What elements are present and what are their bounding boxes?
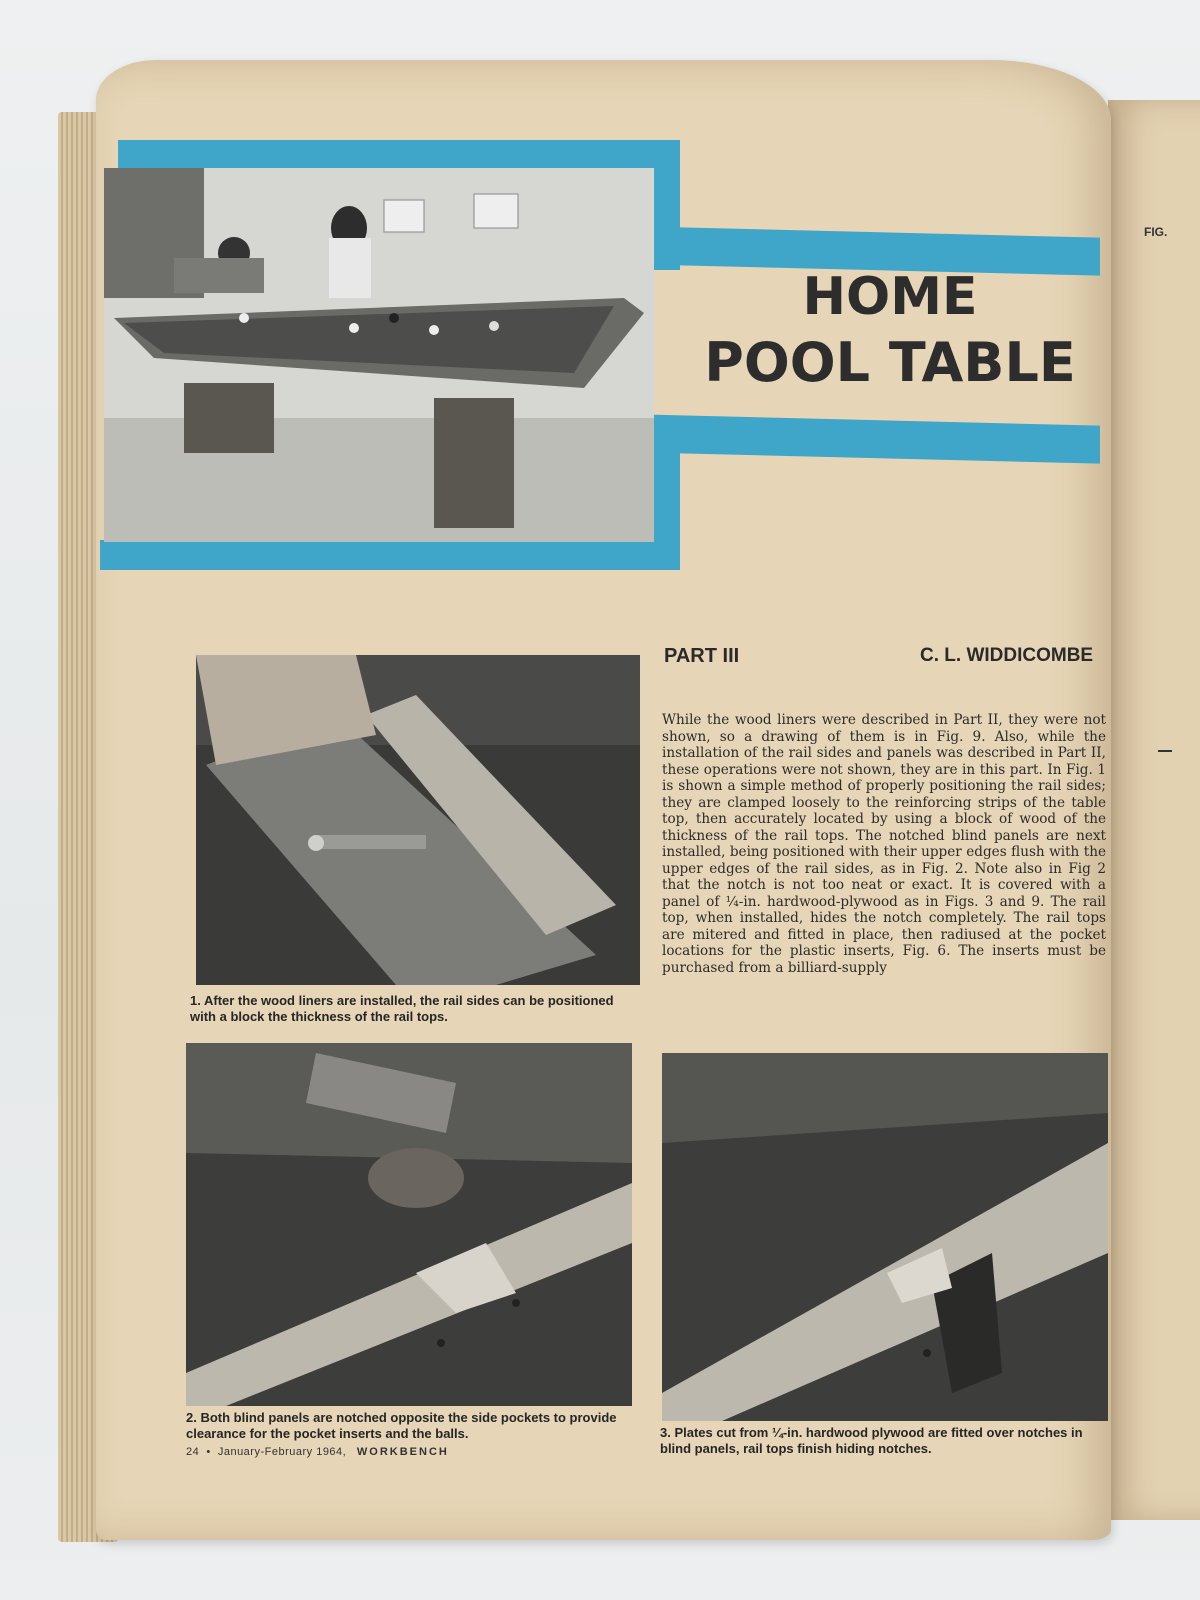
next-page-fig-label: FIG. [1144, 225, 1168, 239]
author-byline: C. L. WIDDICOMBE [920, 645, 1094, 666]
title-line-2: POOL TABLE [704, 330, 1076, 394]
diagram-mark [1158, 750, 1172, 752]
figure-3-photo [662, 1053, 1108, 1421]
publication-name: WORKBENCH [356, 1446, 449, 1458]
part-label: PART III [664, 645, 740, 667]
article-body: While the wood liners were described in Part II, they were not shown, so a drawing of them is in Fig. 9. Also, while the installation of the rail sides and panels was described in Part II, these operations were not shown, they are in this part. In Fig. 1 is shown a simple method of properly positioning the rail sides; they are clamped loosely to the reinforcing strips of the table top, then accurately located by using a block of wood of the thickness of the rail tops. The notched blind panels are next installed, being positioned with their upper edges flush with the upper edges of the rail sides, as in Fig. 2. Note also in Fig 2 that the notch is not too neat or exact. It is covered with a panel of ¼-in. hardwood-plywood as in Figs. 3 and 9. The rail top, when installed, hides the notch completely. The rail tops are mitered and fitted in place, then radiused at the pocket locations for the plastic inserts, Fig. 6. The inserts must be purchased from a billiard-supply [662, 712, 1106, 976]
figure-2-caption: 2. Both blind panels are notched opposite the side pockets to provide clearance for the pocket inserts and the balls. [186, 1410, 617, 1441]
title-line-1: HOME [802, 267, 978, 327]
article-title [690, 267, 1090, 394]
hero-photo [104, 168, 654, 542]
accent-band-bottom [100, 540, 680, 570]
next-page-edge [1108, 100, 1200, 1520]
figure-2-photo [186, 1043, 632, 1406]
figure-1-caption: 1. After the wood liners are installed, the rail sides can be positioned with a block the thickness of the rail tops. [190, 993, 614, 1024]
figure-1-photo [196, 655, 640, 985]
figure-3-caption: 3. Plates cut from ¼-in. hardwood plywood are fitted over notches in blind panels, rail tops finish hiding notches. [660, 1425, 1083, 1456]
page-number: 24 [186, 1446, 200, 1458]
page-footer: 24 • January-February 1964, WORKBENCH [186, 1446, 449, 1458]
issue-date: January-February 1964, [217, 1446, 347, 1458]
